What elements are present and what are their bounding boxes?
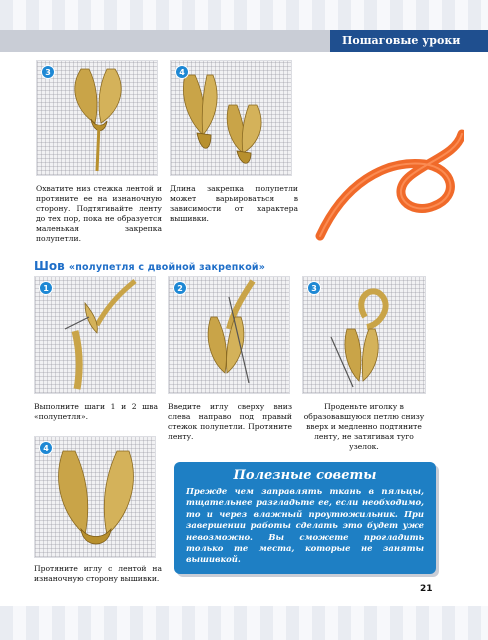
step-badge: 1 (39, 281, 53, 295)
step-badge: 4 (39, 441, 53, 455)
step-badge: 2 (173, 281, 187, 295)
caption-step-1: Выполните шаги 1 и 2 шва «полупетля». (34, 402, 158, 421)
tips-title: Полезные советы (233, 468, 377, 483)
ribbon-illustration (37, 61, 158, 176)
ribbon-illustration (303, 277, 426, 394)
photo-top-step-4 (170, 60, 292, 176)
section-title-sub: «полупетля с двойной закрепкой» (68, 262, 266, 273)
caption-step-3: Проденьте иголку в образовавшуюся петлю снизу вверх и медленно подтяните ленту, не затягивая туго узелок. (303, 402, 425, 451)
ribbon-illustration (35, 437, 156, 558)
photo-step-1 (34, 276, 156, 394)
photo-step-4 (34, 436, 156, 558)
photo-step-3 (302, 276, 426, 394)
ribbon-illustration (169, 277, 290, 394)
tips-text: Прежде чем заправлять ткань в пяльцы, тщательнее разгладьте ее, если необходимо, то и через влажный проутюжильник. При завершении работы сделать это будет уже невозможно. Вы сможете прогладить только те места, которые не заняты вышивкой. (186, 486, 424, 565)
page-content (22, 52, 466, 606)
bottom-stripe-decoration (0, 606, 488, 640)
section-header-label: Пошаговые уроки (342, 34, 461, 47)
orange-ribbon-icon (314, 124, 464, 244)
ribbon-illustration (35, 277, 156, 394)
caption-top-step-3: Охватите низ стежка лентой и протяните ее на изнаночную сторону. Подтягивайте ленту до тех пор, пока не образуется маленькая закрепка полупетли. (36, 184, 162, 243)
step-badge: 3 (41, 65, 55, 79)
section-title-main: Шов (34, 259, 65, 273)
step-badge: 3 (307, 281, 321, 295)
tips-box (174, 462, 436, 574)
photo-top-step-3 (36, 60, 158, 176)
step-badge: 4 (175, 65, 189, 79)
caption-step-4: Протяните иглу с лентой на изнаночную сторону вышивки. (34, 564, 162, 583)
photo-step-2 (168, 276, 290, 394)
section-title (34, 259, 265, 273)
section-header-tab (330, 30, 488, 52)
caption-step-2: Введите иглу сверху вниз слева направо под правый стежок полупетли. Протяните ленту. (168, 402, 292, 441)
page-number: 21 (420, 584, 433, 594)
caption-top-step-4: Длина закрепка полупетли может варьироваться в зависимости от характера вышивки. (170, 184, 298, 223)
ribbon-illustration (171, 61, 292, 176)
